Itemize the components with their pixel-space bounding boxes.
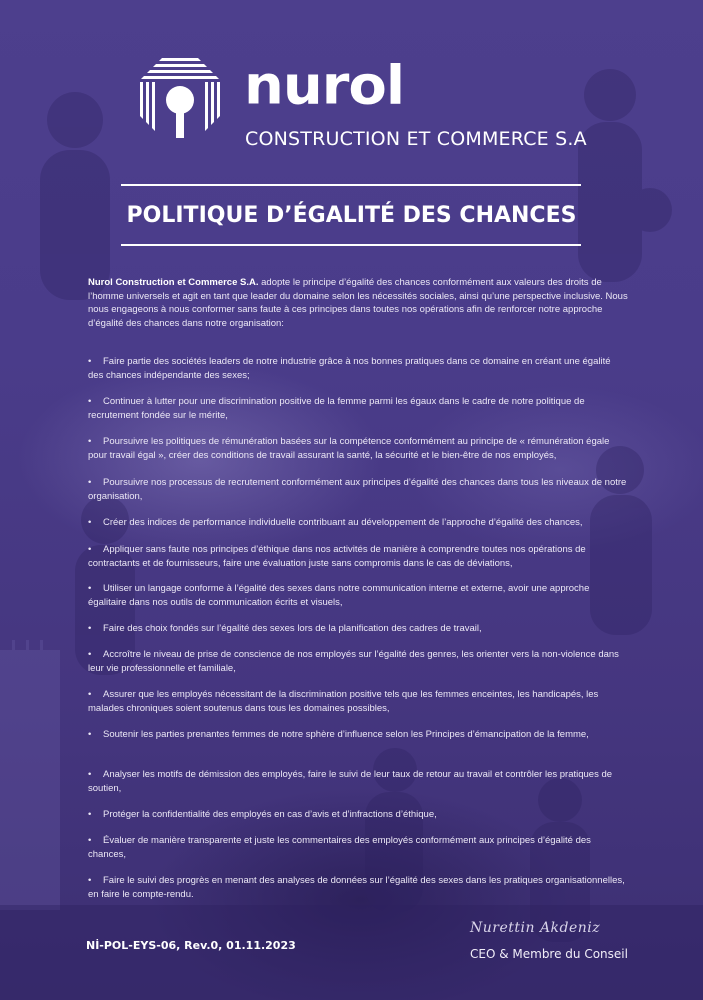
intro-paragraph — [88, 276, 628, 330]
list-item-text: Poursuivre les politiques de rémunération basées sur la compétence conformément au principe de « rémunération égale pour travail égal », créer des conditions de travail assurant la santé, la sécurité et le bien-être de nos employés, — [88, 436, 610, 461]
list-item — [88, 435, 628, 462]
list-item-text: Faire le suivi des progrès en menant des analyses de données sur l’égalité des sexes dans les pratiques organisationnelles, en faire le compte-rendu. — [88, 875, 625, 900]
list-item-text: Évaluer de manière transparente et juste les commentaires des employés conformément aux principes d’égalité des chances, — [88, 835, 591, 860]
list-item — [88, 395, 628, 422]
list-item-text: Appliquer sans faute nos principes d’éthique dans nos activités de manière à comprendre toutes nos opérations de contractants et de fournisseurs, faire une évaluation juste sans compromis dans le cas de déviations, — [88, 544, 586, 569]
intro-company-name: Nurol Construction et Commerce S.A. — [88, 277, 259, 288]
list-item — [88, 582, 628, 609]
bullet-dot: • — [88, 436, 92, 447]
title-top-rule — [121, 184, 581, 186]
list-item-text: Continuer à lutter pour une discrimination positive de la femme parmi les égaux dans le cadre de notre politique de recrutement fondée sur le mérite, — [88, 396, 585, 421]
bullet-dot: • — [88, 809, 92, 820]
bullet-dot: • — [88, 729, 92, 740]
bullet-dot: • — [88, 875, 92, 886]
list-item — [88, 874, 628, 901]
bullet-dot: • — [88, 517, 92, 528]
bullet-dot: • — [88, 356, 92, 367]
list-item — [88, 728, 628, 742]
list-item — [88, 834, 628, 861]
page-title: POLITIQUE D’ÉGALITÉ DES CHANCES — [126, 203, 577, 228]
bullet-dot: • — [88, 769, 92, 780]
list-item-text: Faire partie des sociétés leaders de notre industrie grâce à nos bonnes pratiques dans ce domaine en créant une égalité des chances indépendante des sexes; — [88, 356, 611, 381]
bullet-dot: • — [88, 623, 92, 634]
list-item — [88, 476, 628, 503]
bullet-dot: • — [88, 689, 92, 700]
company-name: CONSTRUCTION ET COMMERCE S.A — [245, 128, 587, 150]
list-item — [88, 355, 628, 382]
list-item — [88, 622, 628, 636]
list-item — [88, 516, 628, 530]
bullet-dot: • — [88, 477, 92, 488]
intro-text: adopte le principe d’égalité des chances conformément aux valeurs des droits de l’homme universels et agit en tant que leader du domaine selon les nécessités sociales, ainsi qu’une perspective inclusive. Nous nous engageons à nous conformer sans faute à ces principes dans toutes nos opérations afin de renforcer notre approche d’égalité des chances dans notre organisation: — [88, 277, 628, 329]
list-item-text: Analyser les motifs de démission des employés, faire le suivi de leur taux de retour au travail et contrôler les pratiques de soutien, — [88, 769, 613, 794]
bullet-dot: • — [88, 583, 92, 594]
bullet-dot: • — [88, 396, 92, 407]
list-item-text: Protéger la confidentialité des employés en cas d’avis et d’infractions d’éthique, — [103, 809, 437, 820]
list-item — [88, 543, 628, 570]
title-bottom-rule — [121, 244, 581, 246]
nurol-logo-icon — [140, 58, 220, 138]
list-item-text: Poursuivre nos processus de recrutement conformément aux principes d’égalité des chances dans tous les niveaux de notre organisation, — [88, 477, 627, 502]
list-item-text: Soutenir les parties prenantes femmes de notre sphère d’influence selon les Principes d’émancipation de la femme, — [103, 729, 589, 740]
bullet-dot: • — [88, 544, 92, 555]
ceo-role: CEO & Membre du Conseil — [470, 947, 628, 961]
list-item — [88, 648, 628, 675]
list-item-text: Accroître le niveau de prise de conscience de nos employés sur l’égalité des genres, les orienter vers la non-violence dans leur vie professionnelle et familiale, — [88, 649, 619, 674]
document-reference: Nİ-POL-EYS-06, Rev.0, 01.11.2023 — [86, 939, 296, 952]
list-item — [88, 768, 628, 795]
ceo-signature: Nurettin Akdeniz — [470, 920, 601, 936]
list-item-text: Assurer que les employés nécessitant de la discrimination positive tels que les femmes enceintes, les handicapés, les malades chroniques soient soutenus dans tous les domaines possibles, — [88, 689, 599, 714]
list-item-text: Faire des choix fondés sur l’égalité des sexes lors de la planification des cadres de travail, — [103, 623, 482, 634]
bullet-dot: • — [88, 835, 92, 846]
list-item — [88, 808, 628, 822]
list-item-text: Créer des indices de performance individuelle contribuant au développement de l’approche d’égalité des chances, — [103, 517, 583, 528]
list-item-text: Utiliser un langage conforme à l’égalité des sexes dans notre communication interne et externe, avoir une approche égalitaire dans nos outils de communication écrits et visuels, — [88, 583, 590, 608]
bullet-dot: • — [88, 649, 92, 660]
list-item — [88, 688, 628, 715]
brand-name: nurol — [244, 55, 405, 117]
